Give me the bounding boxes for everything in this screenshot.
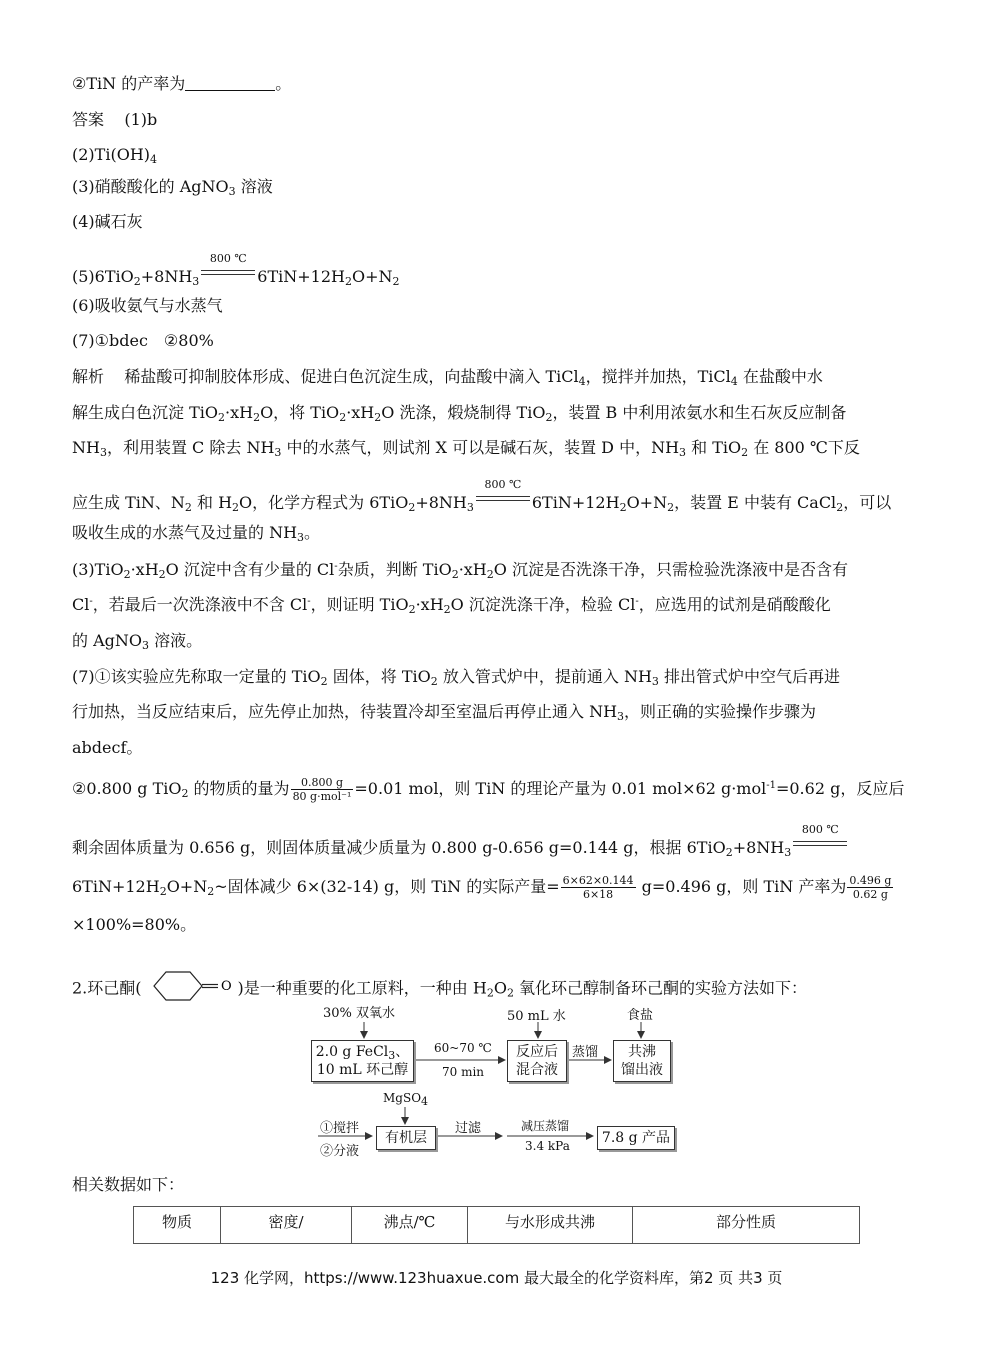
analysis-part-3-line-3: 的 AgNO$_3$ 溶液。 — [72, 631, 203, 652]
distillation-step-label: 蒸馏 — [572, 1045, 599, 1060]
vacuum-distillation-label: 减压蒸馏 — [521, 1119, 570, 1133]
input-magnesium-sulfate-label: MgSO$_4$ — [383, 1091, 429, 1108]
answer-label: 答案 — [72, 110, 105, 129]
table-header-cell: 沸点/℃ — [352, 1207, 468, 1244]
question-2-stem: 2.环己酮( O )是一种重要的化工原料，一种由 $H_2O_2$ 氧化环己醇制备环己酮的实验方法如下： — [72, 969, 807, 1009]
input-water-label: 50 mL 水 — [507, 1009, 566, 1024]
analysis-part-3-line-2: Cl-，若最后一次洗涤液中不含 Cl-，则证明 $TiO_2\cdot xH_2O$ 沉淀洗涤干净，检验 Cl-，应选用的试剂是硝酸酸化 — [72, 595, 831, 616]
analysis-line-5: 吸收生成的水蒸气及过量的 $NH_3$。 — [72, 523, 321, 544]
moles-fraction: $\frac{0.800 g}{\text{80 g·mol⁻¹}}$ — [292, 776, 352, 803]
analysis-yield-line-2: 剩余固体质量为 0.656 g，则固体质量减少质量为 0.800 g-0.656 g=0.144 g，根据 $6TiO_2+8NH_3$ 800 ℃ — [72, 833, 849, 859]
reaction-condition-sign: 800 ℃ — [791, 833, 849, 855]
reaction-condition-sign: 800 ℃ — [474, 488, 532, 510]
answer-line-4: (4)碱石灰 — [72, 212, 143, 231]
answer-line-7: (7)①bdec ②80% — [72, 331, 214, 350]
filtration-step-label: 过滤 — [455, 1121, 482, 1136]
related-data-label: 相关数据如下： — [72, 1175, 185, 1194]
answer-line-1: 答案 (1)b — [72, 110, 158, 129]
post-reaction-mixture-box: 反应后 混合液 — [507, 1040, 567, 1082]
analysis-line-4-equation: 应生成 TiN、$N_2$ 和 $H_2O$，化学方程式为 $6TiO_2+8NH_3$ 800 ℃ $6TiN+12H_2O+N_2$，装置 E 中装有 CaCl$_2$，可以 — [72, 478, 892, 514]
analysis-part-7-line-3: abdecf。 — [72, 738, 143, 757]
answer-line-2: $(2)Ti(OH)_4$ — [72, 145, 158, 166]
analysis-label: 解析 — [72, 367, 105, 386]
input-salt-label: 食盐 — [627, 1008, 654, 1023]
analysis-line-2: 解生成白色沉淀 $TiO_2\cdot xH_2O$，将 $TiO_2\cdot xH_2O$ 洗涤，煅烧制得 TiO$_2$，装置 B 中利用浓氨水和生石灰反应制备 — [72, 403, 847, 424]
reactants-box: 2.0 g FeCl$_3$、 10 mL 环己醇 — [311, 1040, 414, 1082]
reaction-time-label: 70 min — [442, 1065, 485, 1079]
analysis-part-3-line-1: $(3)TiO_2\cdot xH_2O$ 沉淀中含有少量的 Cl-杂质，判断 $TiO_2\cdot xH_2O$ 沉淀是否洗涤干净，只需检验洗涤液中是否含有 — [72, 560, 848, 581]
yield-ratio-fraction: $\frac{0.496 g}{0.62 g}$ — [849, 874, 892, 901]
question-7-2-prompt: ②TiN 的产率为 。 — [72, 74, 292, 93]
organic-layer-box: 有机层 — [376, 1126, 436, 1150]
answer-line-3: (3)硝酸酸化的 AgNO$_3$ 溶液 — [72, 177, 273, 198]
input-hydrogen-peroxide-label: 30% 双氧水 — [323, 1006, 396, 1021]
table-header-cell: 部分性质 — [633, 1207, 860, 1244]
analysis-yield-line-1: ②0.800 g TiO$_2$ 的物质的量为 $\frac{0.800 g}{\text{80 g·mol⁻¹}}$ =0.01 mol，则 TiN 的理论产量为 0.01 mol×62 g·mol$^{-1}$=0.62 g，反应后 — [72, 776, 905, 803]
actual-yield-fraction: $\frac{6\times 62\times 0.144}{6\times 18}$ — [562, 874, 634, 901]
table-header-cell: 与水形成共沸 — [468, 1207, 633, 1244]
reaction-condition-sign: 800 ℃ — [199, 262, 257, 284]
analysis-line-3: $NH_3$，利用装置 C 除去 $NH_3$ 中的水蒸气，则试剂 X 可以是碱石灰，装置 D 中，$NH_3$ 和 TiO$_2$ 在 800 ℃下反 — [72, 438, 860, 459]
product-box: 7.8 g 产品 — [597, 1126, 675, 1150]
azeotrope-distillate-box: 共沸 馏出液 — [613, 1040, 671, 1082]
properties-table — [133, 1206, 860, 1244]
stirring-step-label: ①搅拌 — [320, 1121, 360, 1136]
separation-step-label: ②分液 — [320, 1144, 360, 1159]
analysis-yield-line-3: $6TiN+12H_2O+N_2\sim$固体减少 6×(32-14) g，则 TiN 的实际产量= $\frac{6\times 62\times 0.144}{6\times 18}$ g=0.496 g，则 TiN 产率为 $\frac{0.496 g}{0.62 g}$ — [72, 874, 892, 901]
answer-line-5-equation: $(5)6TiO_2+8NH_3$ 800 ℃ $6TiN+12H_2O+N_2$ — [72, 252, 400, 288]
table-header-row — [134, 1207, 860, 1244]
table-header-cell: 密度/ — [221, 1207, 352, 1244]
answer-line-6: (6)吸收氨气与水蒸气 — [72, 296, 223, 315]
reaction-temperature-label: 60~70 ℃ — [434, 1041, 492, 1055]
analysis-yield-line-4: ×100%=80%。 — [72, 915, 197, 934]
svg-text:O: O — [220, 979, 232, 994]
table-header-cell: 物质 — [134, 1207, 221, 1244]
vacuum-pressure-label: 3.4 kPa — [525, 1139, 570, 1153]
analysis-part-7-line-1: (7)①该实验应先称取一定量的 TiO$_2$ 固体，将 TiO$_2$ 放入管式炉中，提前通入 $NH_3$ 排出管式炉中空气后再进 — [72, 667, 840, 688]
analysis-part-7-line-2: 行加热，当反应结束后，应先停止加热，待装置冷却至室温后再停止通入 $NH_3$，则正确的实验操作步骤为 — [72, 702, 817, 723]
page-footer: 123 化学网，https://www.123huaxue.com 最大最全的化学资料库，第2 页 共3 页 — [210, 1269, 783, 1287]
analysis-line-1: 解析 稀盐酸可抑制胶体形成、促进白色沉淀生成，向盐酸中滴入 TiCl$_4$，搅拌并加热，TiCl$_4$ 在盐酸中水 — [72, 367, 823, 388]
